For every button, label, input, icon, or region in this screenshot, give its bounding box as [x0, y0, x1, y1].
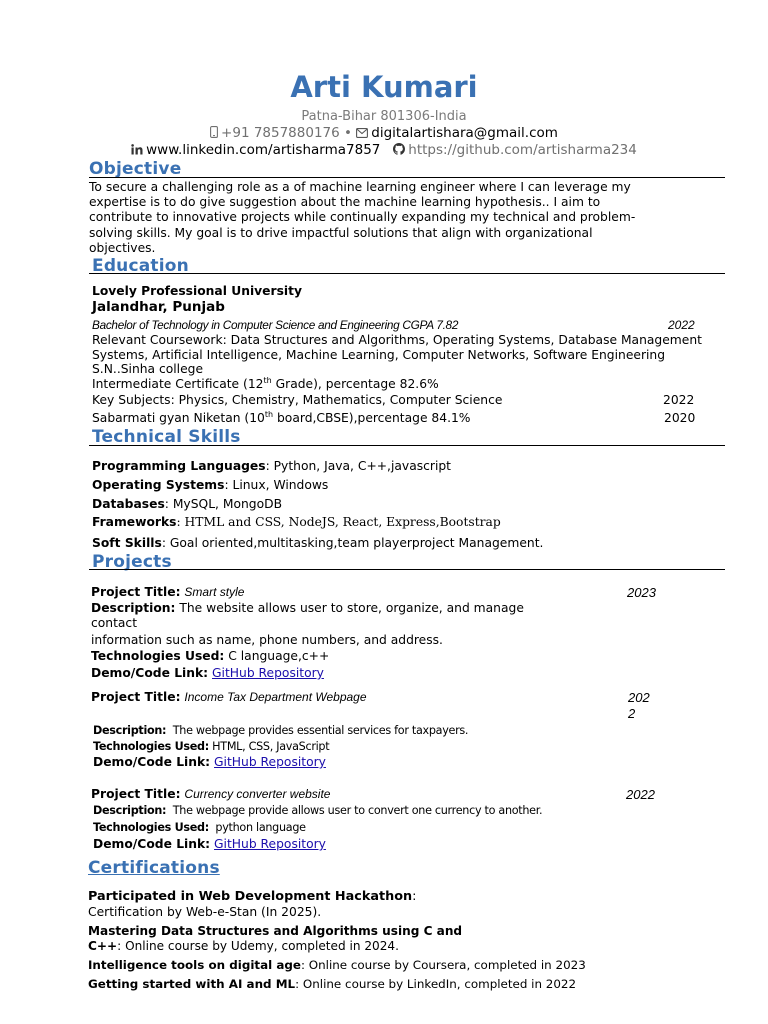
candidate-name: Arti Kumari [290, 70, 478, 104]
certification-1-title: Participated in Web Development Hackathon: [88, 889, 417, 904]
project-1-description-cont2: information such as name, phone numbers, and address. [91, 633, 443, 647]
project-2-link-row: Demo/Code Link: GitHub Repository [93, 755, 326, 769]
certification-2-title: Mastering Data Structures and Algorithms using C and [88, 924, 463, 938]
education-divider [89, 273, 725, 274]
separator-bullet: • [344, 125, 352, 141]
project-3-link-row: Demo/Code Link: GitHub Repository [93, 837, 326, 851]
mail-icon [356, 126, 368, 142]
project-2-year-line1: 202 [628, 690, 650, 705]
github-icon [393, 143, 405, 159]
school-certificate: Sabarmati gyan Niketan (10th board,CBSE),percentage 84.1% [92, 409, 471, 425]
projects-heading: Projects [92, 552, 172, 572]
skills-divider [89, 445, 725, 446]
project-1-github-link[interactable]: GitHub Repository [212, 666, 324, 680]
key-subjects: Key Subjects: Physics, Chemistry, Mathematics, Computer Science [92, 393, 503, 407]
project-3-technologies: Technologies Used: python language [93, 821, 306, 834]
github-link[interactable]: https://github.com/artisharma234 [408, 142, 637, 158]
project-2-technologies: Technologies Used: HTML, CSS, JavaScript [93, 740, 330, 753]
address: Patna-Bihar 801306-India [301, 109, 467, 124]
project-2-year-line2: 2 [628, 706, 636, 721]
certifications-heading: Certifications [88, 858, 220, 878]
certification-2-detail: C++: Online course by Udemy, completed in 2024. [88, 939, 399, 953]
skill-frameworks: Frameworks: HTML and CSS, NodeJS, React, Express,Bootstrap [92, 515, 501, 529]
project-1-title: Project Title: Smart style [91, 585, 245, 599]
project-2-description: Description: The webpage provides essential services for taxpayers. [93, 724, 469, 737]
degree-title: Bachelor of Technology in Computer Science and Engineering CGPA 7.82 [92, 318, 459, 332]
skills-heading: Technical Skills [92, 427, 241, 447]
certification-3: Intelligence tools on digital age: Online course by Coursera, completed in 2023 [88, 958, 586, 972]
subjects-year: 2022 [663, 393, 695, 407]
project-1-description-cont: contact [91, 616, 138, 630]
skill-operating-systems: Operating Systems: Linux, Windows [92, 478, 329, 492]
college-name: S.N..Sinha college [92, 362, 204, 376]
email-link[interactable]: digitalartishara@gmail.com [371, 125, 558, 141]
education-heading: Education [92, 256, 189, 276]
phone-number[interactable]: +91 7857880176 [221, 125, 340, 141]
skill-databases: Databases: MySQL, MongoDB [92, 497, 283, 511]
skill-programming-languages: Programming Languages: Python, Java, C++,javascript [92, 459, 451, 473]
project-1-technologies: Technologies Used: C language,c++ [91, 649, 330, 663]
objective-divider [89, 177, 725, 178]
objective-heading: Objective [89, 159, 182, 179]
skill-soft-skills: Soft Skills: Goal oriented,multitasking,team playerproject Management. [92, 536, 544, 550]
university-name: Lovely Professional University [92, 284, 303, 298]
project-2-title: Project Title: Income Tax Department Webpage [91, 690, 367, 704]
certification-4: Getting started with AI and ML: Online course by LinkedIn, completed in 2022 [88, 977, 577, 991]
certification-1-detail: Certification by Web-e-Stan (In 2025). [88, 905, 322, 919]
project-3-title: Project Title: Currency converter website [91, 787, 331, 801]
phone-icon [210, 126, 218, 142]
project-2-github-link[interactable]: GitHub Repository [214, 755, 326, 769]
contact-line-1 [0, 125, 768, 142]
project-1-description: Description: The website allows user to store, organize, and manage [91, 601, 524, 615]
linkedin-icon [131, 143, 143, 159]
intermediate-certificate: Intermediate Certificate (12th Grade), percentage 82.6% [92, 375, 439, 391]
projects-divider [89, 569, 725, 570]
relevant-coursework: Relevant Coursework: Data Structures and Algorithms, Operating Systems, Database Management Systems, Artificial Intelligence, Machine Learning, Computer Networks, Software Engineering [92, 333, 702, 362]
objective-text: To secure a challenging role as a of machine learning engineer where I can leverage my expertise is to do give suggestion about the machine learning hypothesis.. I aim to contribute to innovative projects while continually expanding my technical and problem-solving skills. My goal is to drive impactful solutions that align with organizational objectives. [89, 180, 636, 255]
contact-line-2 [0, 142, 768, 159]
project-3-github-link[interactable]: GitHub Repository [214, 837, 326, 851]
project-3-description: Description: The webpage provide allows user to convert one currency to another. [93, 804, 543, 817]
degree-year: 2022 [668, 318, 695, 332]
university-location: Jalandhar, Punjab [92, 299, 225, 315]
project-3-year: 2022 [626, 787, 655, 802]
school-year: 2020 [664, 411, 696, 425]
project-1-year: 2023 [627, 585, 656, 600]
linkedin-link[interactable]: www.linkedin.com/artisharma7857 [146, 142, 381, 158]
project-1-link-row: Demo/Code Link: GitHub Repository [91, 666, 324, 680]
